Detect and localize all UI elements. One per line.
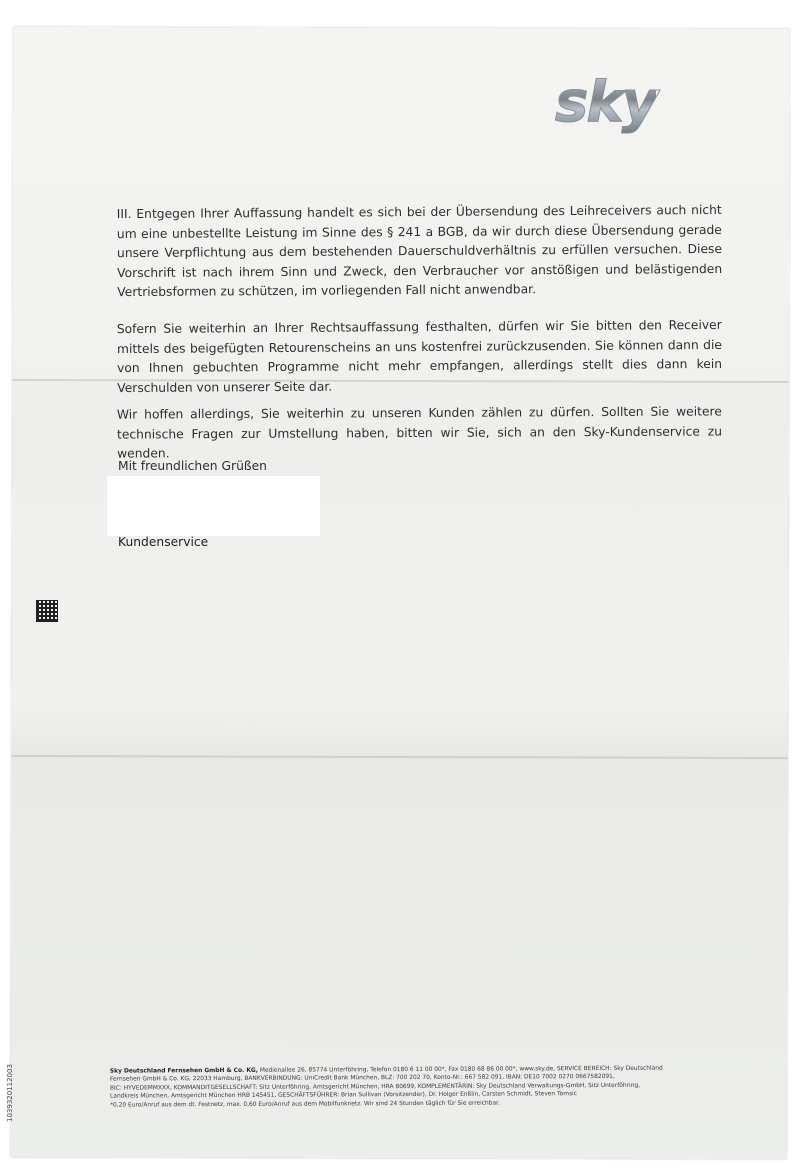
legal-footer	[110, 1064, 720, 1109]
fold-line	[12, 755, 788, 759]
footer-line: Fernsehen GmbH & Co. KG, 22033 Hamburg, BANKVERBINDUNG: UniCredit Bank München, BLZ: 700 202 70, Konto-Nr.: 667 582 091, IBAN: DE10 7002 0270 0667582091,	[109, 1074, 615, 1084]
document-reference-code: 1039320112003	[6, 1064, 14, 1122]
datamatrix-code-icon	[36, 600, 58, 622]
paragraph-customer-hope: Wir hoffen allerdings, Sie weiterhin zu unseren Kunden zählen zu dürfen. Sollten Sie weitere technische Fragen zur Umstellung haben, bitten wir Sie, sich an den Sky-Kundenservice zu wenden.	[116, 404, 723, 461]
redacted-signature	[107, 476, 320, 536]
sky-logo: sky	[555, 70, 657, 135]
footer-line: Medienallee 26, 85774 Unterföhring, Telefon 0180 6 11 00 00*, Fax 0180 68 86 00 00*, www.sky.de, SERVICE BEREICH: Sky Deutschland	[257, 1065, 663, 1074]
letter-sheet	[11, 27, 790, 1159]
footer-line: BIC: HYVEDEMMXXX, KOMMANDITGESELLSCHAFT: Sitz Unterföhring, Amtsgericht München, HRA 80699, KOMPLEMENTÄRIN: Sky Deutschland Verwaltungs-GmbH, Sitz Unterföhring,	[109, 1082, 641, 1092]
footer-line: Landkreis München, Amtsgericht München HRB 145451, GESCHÄFTSFÜHRER: Brian Sullivan (Vorsitzender), Dr. Holger Enßlin, Carsten Schmidt, Steven Tomsic	[110, 1091, 577, 1100]
closing-greeting: Mit freundlichen Grüßen	[118, 459, 267, 473]
footer-line: *0,20 Euro/Anruf aus dem dt. Festnetz, max. 0,60 Euro/Anruf aus dem Mobilfunknetz. Wir sind 24 Stunden täglich für Sie erreichbar.	[110, 1100, 500, 1109]
paragraph-legal-argument: III. Entgegen Ihrer Auffassung handelt es sich bei der Übersendung des Leihreceivers auch nicht um eine unbestellte Leistung im Sinne des § 241 a BGB, da wir durch diese Übersendung gerade unsere Verpflichtung aus dem bestehenden Dauerschuldverhältnis zu erfüllen versuchen. Diese Vorschrift ist nach ihrem Sinn und Zweck, den Verbraucher vor anstößigen und belästigenden Vertriebsformen zu schützen, im vorliegenden Fall nicht anwendbar.	[116, 202, 723, 300]
paragraph-return-instructions: Sofern Sie weiterhin an Ihrer Rechtsauffassung festhalten, dürfen wir Sie bitten den Receiver mittels des beigefügten Retourenscheins an uns kostenfrei zurückzusenden. Sie können dann die von Ihnen gebuchten Programme nicht mehr empfangen, allerdings stellt dies dann kein Verschulden von unserer Seite dar.	[116, 317, 723, 395]
sender-department: Kundenservice	[118, 535, 209, 549]
footer-company-name: Sky Deutschland Fernsehen GmbH & Co. KG,	[109, 1067, 258, 1075]
